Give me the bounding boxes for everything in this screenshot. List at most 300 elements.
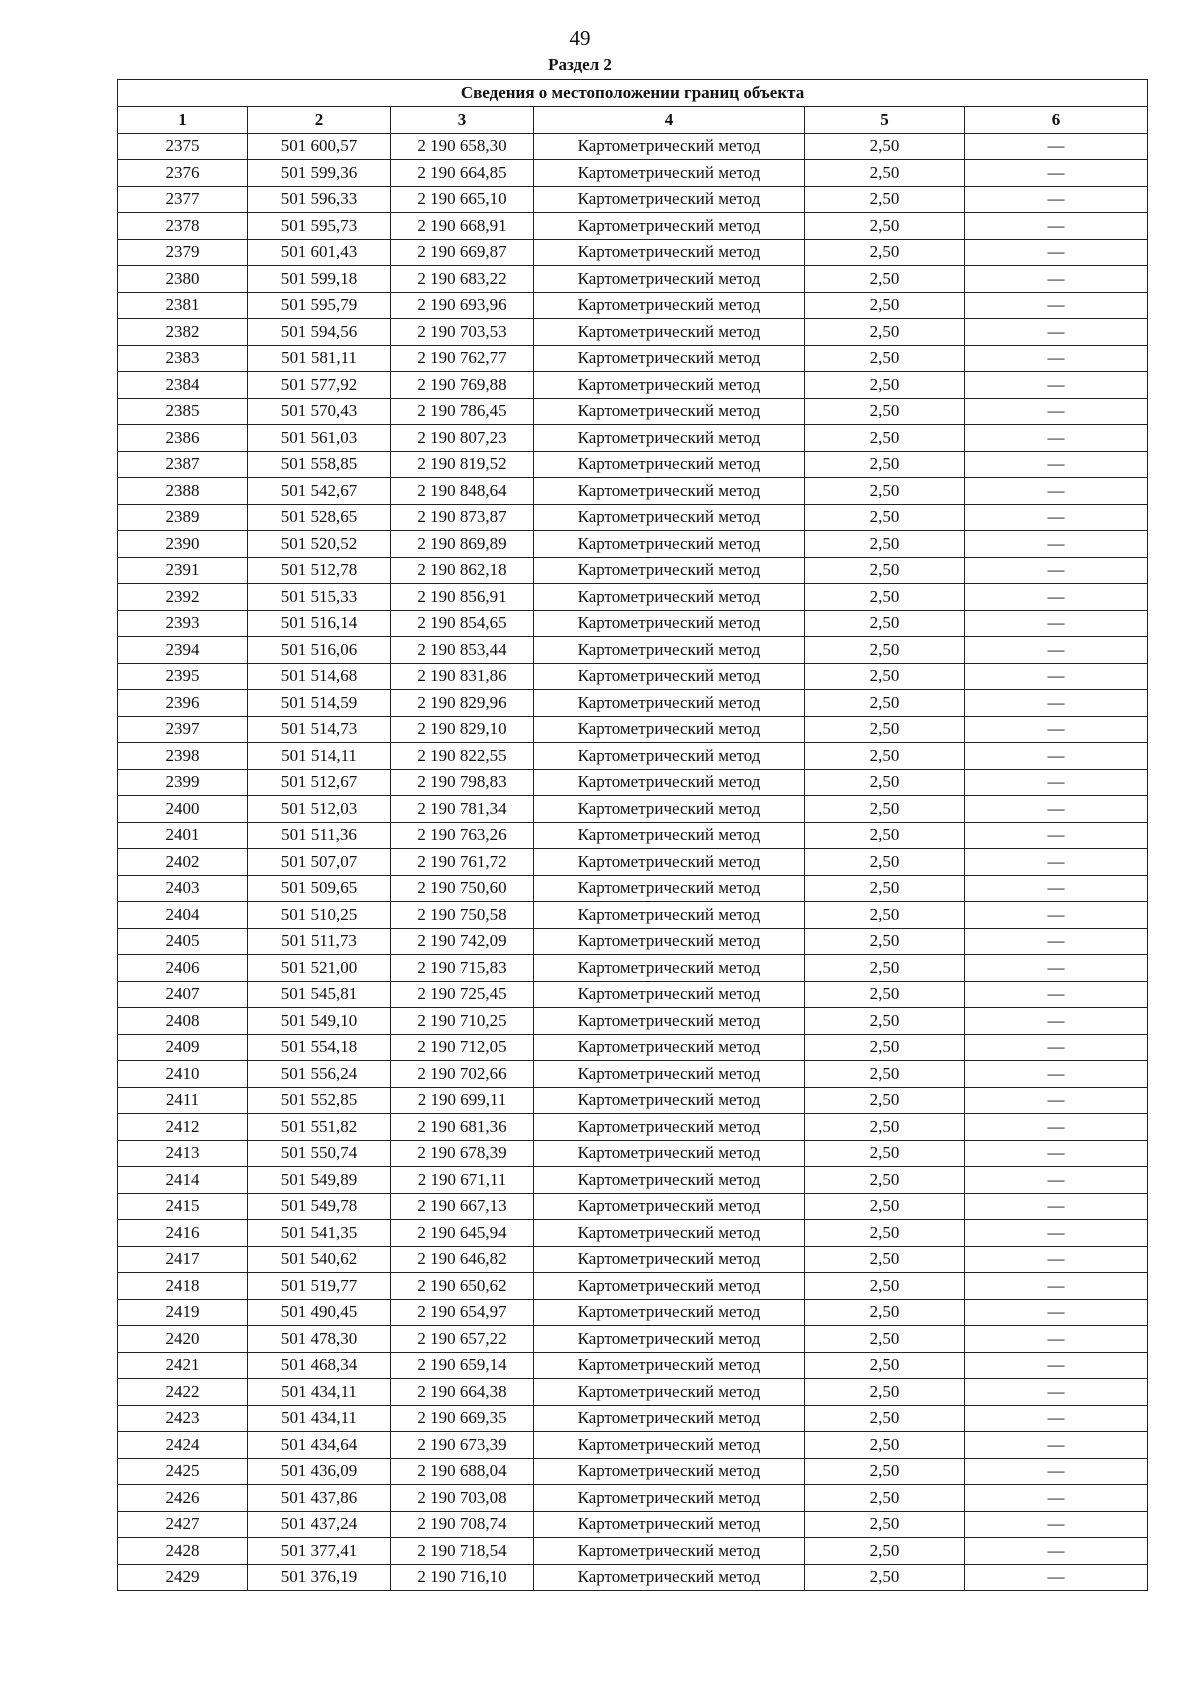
table-row <box>118 1564 1148 1591</box>
cell-x-coordinate: 501 437,24 <box>248 1511 391 1538</box>
cell-x-coordinate: 501 549,89 <box>248 1167 391 1194</box>
cell-method: Картометрический метод <box>534 345 805 372</box>
cell-accuracy: 2,50 <box>805 1511 965 1538</box>
cell-method: Картометрический метод <box>534 372 805 399</box>
table-row <box>118 875 1148 902</box>
table-row <box>118 398 1148 425</box>
cell-point-number: 2398 <box>118 743 248 770</box>
cell-y-coordinate: 2 190 761,72 <box>391 849 534 876</box>
cell-method: Картометрический метод <box>534 1379 805 1406</box>
cell-accuracy: 2,50 <box>805 266 965 293</box>
table-row <box>118 610 1148 637</box>
cell-accuracy: 2,50 <box>805 1564 965 1591</box>
cell-x-coordinate: 501 521,00 <box>248 955 391 982</box>
cell-point-number: 2394 <box>118 637 248 664</box>
cell-x-coordinate: 501 599,36 <box>248 160 391 187</box>
table-row <box>118 1299 1148 1326</box>
cell-note: — <box>965 531 1148 558</box>
cell-method: Картометрический метод <box>534 1326 805 1353</box>
cell-point-number: 2383 <box>118 345 248 372</box>
cell-note: — <box>965 1193 1148 1220</box>
cell-note: — <box>965 1008 1148 1035</box>
cell-point-number: 2419 <box>118 1299 248 1326</box>
cell-method: Картометрический метод <box>534 504 805 531</box>
cell-point-number: 2404 <box>118 902 248 929</box>
cell-method: Картометрический метод <box>534 796 805 823</box>
cell-note: — <box>965 1405 1148 1432</box>
cell-y-coordinate: 2 190 659,14 <box>391 1352 534 1379</box>
cell-note: — <box>965 478 1148 505</box>
cell-method: Картометрический метод <box>534 1167 805 1194</box>
cell-x-coordinate: 501 549,10 <box>248 1008 391 1035</box>
cell-accuracy: 2,50 <box>805 610 965 637</box>
table-row <box>118 451 1148 478</box>
table-row <box>118 1087 1148 1114</box>
cell-x-coordinate: 501 570,43 <box>248 398 391 425</box>
cell-x-coordinate: 501 509,65 <box>248 875 391 902</box>
cell-note: — <box>965 981 1148 1008</box>
column-header: 1 <box>118 107 248 134</box>
cell-note: — <box>965 1458 1148 1485</box>
cell-x-coordinate: 501 434,11 <box>248 1379 391 1406</box>
cell-y-coordinate: 2 190 693,96 <box>391 292 534 319</box>
cell-y-coordinate: 2 190 657,22 <box>391 1326 534 1353</box>
table-row <box>118 1379 1148 1406</box>
cell-accuracy: 2,50 <box>805 1432 965 1459</box>
cell-note: — <box>965 849 1148 876</box>
table-row <box>118 425 1148 452</box>
cell-accuracy: 2,50 <box>805 1246 965 1273</box>
cell-point-number: 2414 <box>118 1167 248 1194</box>
cell-y-coordinate: 2 190 664,85 <box>391 160 534 187</box>
cell-point-number: 2378 <box>118 213 248 240</box>
cell-method: Картометрический метод <box>534 1087 805 1114</box>
table-row <box>118 1167 1148 1194</box>
cell-x-coordinate: 501 434,11 <box>248 1405 391 1432</box>
cell-accuracy: 2,50 <box>805 796 965 823</box>
cell-accuracy: 2,50 <box>805 981 965 1008</box>
table-row <box>118 186 1148 213</box>
cell-accuracy: 2,50 <box>805 1299 965 1326</box>
cell-point-number: 2420 <box>118 1326 248 1353</box>
cell-x-coordinate: 501 434,64 <box>248 1432 391 1459</box>
cell-accuracy: 2,50 <box>805 928 965 955</box>
cell-x-coordinate: 501 507,07 <box>248 849 391 876</box>
cell-method: Картометрический метод <box>534 1485 805 1512</box>
cell-method: Картометрический метод <box>534 478 805 505</box>
cell-y-coordinate: 2 190 854,65 <box>391 610 534 637</box>
cell-point-number: 2421 <box>118 1352 248 1379</box>
cell-point-number: 2395 <box>118 663 248 690</box>
table-row <box>118 822 1148 849</box>
cell-note: — <box>965 663 1148 690</box>
cell-method: Картометрический метод <box>534 266 805 293</box>
cell-method: Картометрический метод <box>534 610 805 637</box>
cell-x-coordinate: 501 549,78 <box>248 1193 391 1220</box>
cell-method: Картометрический метод <box>534 1008 805 1035</box>
cell-x-coordinate: 501 600,57 <box>248 133 391 160</box>
cell-y-coordinate: 2 190 862,18 <box>391 557 534 584</box>
table-row <box>118 557 1148 584</box>
cell-accuracy: 2,50 <box>805 319 965 346</box>
cell-method: Картометрический метод <box>534 1114 805 1141</box>
cell-method: Картометрический метод <box>534 292 805 319</box>
cell-y-coordinate: 2 190 831,86 <box>391 663 534 690</box>
table-row <box>118 1326 1148 1353</box>
cell-method: Картометрический метод <box>534 716 805 743</box>
cell-point-number: 2426 <box>118 1485 248 1512</box>
table-row <box>118 1193 1148 1220</box>
cell-y-coordinate: 2 190 781,34 <box>391 796 534 823</box>
cell-note: — <box>965 1167 1148 1194</box>
cell-point-number: 2427 <box>118 1511 248 1538</box>
table-row <box>118 902 1148 929</box>
table-row <box>118 1246 1148 1273</box>
cell-x-coordinate: 501 510,25 <box>248 902 391 929</box>
cell-method: Картометрический метод <box>534 663 805 690</box>
cell-note: — <box>965 1140 1148 1167</box>
cell-method: Картометрический метод <box>534 531 805 558</box>
cell-point-number: 2412 <box>118 1114 248 1141</box>
cell-note: — <box>965 557 1148 584</box>
cell-point-number: 2389 <box>118 504 248 531</box>
cell-method: Картометрический метод <box>534 981 805 1008</box>
table-row <box>118 1061 1148 1088</box>
cell-x-coordinate: 501 514,59 <box>248 690 391 717</box>
cell-point-number: 2416 <box>118 1220 248 1247</box>
cell-method: Картометрический метод <box>534 451 805 478</box>
cell-accuracy: 2,50 <box>805 716 965 743</box>
cell-accuracy: 2,50 <box>805 849 965 876</box>
cell-note: — <box>965 1220 1148 1247</box>
cell-accuracy: 2,50 <box>805 1379 965 1406</box>
cell-note: — <box>965 1061 1148 1088</box>
cell-point-number: 2429 <box>118 1564 248 1591</box>
cell-point-number: 2406 <box>118 955 248 982</box>
column-header: 6 <box>965 107 1148 134</box>
cell-accuracy: 2,50 <box>805 451 965 478</box>
table-row <box>118 743 1148 770</box>
cell-y-coordinate: 2 190 658,30 <box>391 133 534 160</box>
cell-y-coordinate: 2 190 673,39 <box>391 1432 534 1459</box>
cell-x-coordinate: 501 516,14 <box>248 610 391 637</box>
cell-y-coordinate: 2 190 869,89 <box>391 531 534 558</box>
cell-method: Картометрический метод <box>534 849 805 876</box>
cell-accuracy: 2,50 <box>805 1061 965 1088</box>
cell-point-number: 2401 <box>118 822 248 849</box>
cell-note: — <box>965 1087 1148 1114</box>
table-row <box>118 1352 1148 1379</box>
cell-point-number: 2386 <box>118 425 248 452</box>
cell-x-coordinate: 501 520,52 <box>248 531 391 558</box>
cell-x-coordinate: 501 515,33 <box>248 584 391 611</box>
cell-note: — <box>965 504 1148 531</box>
cell-point-number: 2423 <box>118 1405 248 1432</box>
cell-point-number: 2392 <box>118 584 248 611</box>
cell-x-coordinate: 501 545,81 <box>248 981 391 1008</box>
cell-accuracy: 2,50 <box>805 822 965 849</box>
cell-accuracy: 2,50 <box>805 663 965 690</box>
cell-method: Картометрический метод <box>534 875 805 902</box>
cell-note: — <box>965 1246 1148 1273</box>
cell-note: — <box>965 292 1148 319</box>
cell-y-coordinate: 2 190 819,52 <box>391 451 534 478</box>
cell-y-coordinate: 2 190 786,45 <box>391 398 534 425</box>
cell-accuracy: 2,50 <box>805 372 965 399</box>
table-row <box>118 1140 1148 1167</box>
cell-accuracy: 2,50 <box>805 1538 965 1565</box>
cell-method: Картометрический метод <box>534 584 805 611</box>
cell-note: — <box>965 928 1148 955</box>
cell-accuracy: 2,50 <box>805 531 965 558</box>
cell-accuracy: 2,50 <box>805 1485 965 1512</box>
cell-x-coordinate: 501 519,77 <box>248 1273 391 1300</box>
table-row <box>118 1538 1148 1565</box>
cell-accuracy: 2,50 <box>805 504 965 531</box>
cell-accuracy: 2,50 <box>805 1087 965 1114</box>
cell-note: — <box>965 133 1148 160</box>
cell-note: — <box>965 796 1148 823</box>
cell-accuracy: 2,50 <box>805 133 965 160</box>
cell-note: — <box>965 822 1148 849</box>
cell-note: — <box>965 1511 1148 1538</box>
cell-point-number: 2400 <box>118 796 248 823</box>
cell-x-coordinate: 501 595,73 <box>248 213 391 240</box>
column-header: 5 <box>805 107 965 134</box>
cell-method: Картометрический метод <box>534 133 805 160</box>
cell-point-number: 2381 <box>118 292 248 319</box>
cell-point-number: 2391 <box>118 557 248 584</box>
table-row <box>118 849 1148 876</box>
cell-method: Картометрический метод <box>534 1511 805 1538</box>
cell-method: Картометрический метод <box>534 186 805 213</box>
cell-method: Картометрический метод <box>534 213 805 240</box>
cell-accuracy: 2,50 <box>805 345 965 372</box>
cell-x-coordinate: 501 511,36 <box>248 822 391 849</box>
cell-note: — <box>965 584 1148 611</box>
cell-method: Картометрический метод <box>534 239 805 266</box>
table-row <box>118 1008 1148 1035</box>
cell-y-coordinate: 2 190 645,94 <box>391 1220 534 1247</box>
cell-point-number: 2418 <box>118 1273 248 1300</box>
cell-method: Картометрический метод <box>534 557 805 584</box>
cell-note: — <box>965 1379 1148 1406</box>
cell-accuracy: 2,50 <box>805 1458 965 1485</box>
cell-accuracy: 2,50 <box>805 875 965 902</box>
cell-accuracy: 2,50 <box>805 955 965 982</box>
cell-x-coordinate: 501 550,74 <box>248 1140 391 1167</box>
cell-point-number: 2428 <box>118 1538 248 1565</box>
cell-x-coordinate: 501 556,24 <box>248 1061 391 1088</box>
cell-accuracy: 2,50 <box>805 1008 965 1035</box>
cell-method: Картометрический метод <box>534 743 805 770</box>
cell-y-coordinate: 2 190 798,83 <box>391 769 534 796</box>
cell-y-coordinate: 2 190 718,54 <box>391 1538 534 1565</box>
cell-point-number: 2380 <box>118 266 248 293</box>
table-row <box>118 478 1148 505</box>
cell-note: — <box>965 1432 1148 1459</box>
cell-note: — <box>965 160 1148 187</box>
cell-y-coordinate: 2 190 712,05 <box>391 1034 534 1061</box>
cell-method: Картометрический метод <box>534 1458 805 1485</box>
cell-note: — <box>965 902 1148 929</box>
cell-accuracy: 2,50 <box>805 1352 965 1379</box>
cell-note: — <box>965 345 1148 372</box>
cell-x-coordinate: 501 511,73 <box>248 928 391 955</box>
cell-note: — <box>965 425 1148 452</box>
cell-point-number: 2417 <box>118 1246 248 1273</box>
table-row <box>118 584 1148 611</box>
cell-y-coordinate: 2 190 853,44 <box>391 637 534 664</box>
cell-x-coordinate: 501 552,85 <box>248 1087 391 1114</box>
cell-point-number: 2379 <box>118 239 248 266</box>
cell-x-coordinate: 501 512,78 <box>248 557 391 584</box>
table-row <box>118 1034 1148 1061</box>
cell-x-coordinate: 501 376,19 <box>248 1564 391 1591</box>
cell-y-coordinate: 2 190 699,11 <box>391 1087 534 1114</box>
cell-note: — <box>965 875 1148 902</box>
cell-accuracy: 2,50 <box>805 1405 965 1432</box>
cell-method: Картометрический метод <box>534 1299 805 1326</box>
cell-method: Картометрический метод <box>534 822 805 849</box>
cell-y-coordinate: 2 190 715,83 <box>391 955 534 982</box>
cell-x-coordinate: 501 595,79 <box>248 292 391 319</box>
cell-x-coordinate: 501 528,65 <box>248 504 391 531</box>
cell-note: — <box>965 637 1148 664</box>
cell-x-coordinate: 501 577,92 <box>248 372 391 399</box>
cell-method: Картометрический метод <box>534 1061 805 1088</box>
cell-accuracy: 2,50 <box>805 584 965 611</box>
table-row <box>118 319 1148 346</box>
cell-y-coordinate: 2 190 725,45 <box>391 981 534 1008</box>
cell-y-coordinate: 2 190 703,53 <box>391 319 534 346</box>
cell-point-number: 2393 <box>118 610 248 637</box>
table-row <box>118 266 1148 293</box>
table-row <box>118 1485 1148 1512</box>
cell-accuracy: 2,50 <box>805 292 965 319</box>
cell-accuracy: 2,50 <box>805 1034 965 1061</box>
cell-accuracy: 2,50 <box>805 690 965 717</box>
cell-note: — <box>965 1114 1148 1141</box>
cell-y-coordinate: 2 190 716,10 <box>391 1564 534 1591</box>
table-row <box>118 663 1148 690</box>
column-header: 3 <box>391 107 534 134</box>
table-caption: Сведения о местоположении границ объекта <box>118 80 1148 107</box>
cell-x-coordinate: 501 601,43 <box>248 239 391 266</box>
cell-note: — <box>965 319 1148 346</box>
cell-accuracy: 2,50 <box>805 1193 965 1220</box>
cell-x-coordinate: 501 436,09 <box>248 1458 391 1485</box>
cell-point-number: 2397 <box>118 716 248 743</box>
table-body <box>118 133 1148 1591</box>
cell-x-coordinate: 501 596,33 <box>248 186 391 213</box>
cell-method: Картометрический метод <box>534 902 805 929</box>
table-row <box>118 133 1148 160</box>
table-row <box>118 981 1148 1008</box>
cell-y-coordinate: 2 190 750,60 <box>391 875 534 902</box>
cell-note: — <box>965 690 1148 717</box>
cell-accuracy: 2,50 <box>805 1140 965 1167</box>
cell-accuracy: 2,50 <box>805 398 965 425</box>
table-row <box>118 1114 1148 1141</box>
cell-accuracy: 2,50 <box>805 425 965 452</box>
cell-accuracy: 2,50 <box>805 769 965 796</box>
cell-note: — <box>965 372 1148 399</box>
cell-x-coordinate: 501 377,41 <box>248 1538 391 1565</box>
table-row <box>118 372 1148 399</box>
cell-point-number: 2375 <box>118 133 248 160</box>
cell-note: — <box>965 769 1148 796</box>
table-row <box>118 1511 1148 1538</box>
cell-accuracy: 2,50 <box>805 557 965 584</box>
cell-point-number: 2403 <box>118 875 248 902</box>
cell-note: — <box>965 1273 1148 1300</box>
table-row <box>118 292 1148 319</box>
cell-method: Картометрический метод <box>534 1352 805 1379</box>
cell-y-coordinate: 2 190 671,11 <box>391 1167 534 1194</box>
table-row <box>118 504 1148 531</box>
cell-point-number: 2424 <box>118 1432 248 1459</box>
cell-point-number: 2422 <box>118 1379 248 1406</box>
cell-note: — <box>965 1485 1148 1512</box>
cell-y-coordinate: 2 190 681,36 <box>391 1114 534 1141</box>
table-row <box>118 796 1148 823</box>
cell-accuracy: 2,50 <box>805 213 965 240</box>
cell-y-coordinate: 2 190 669,87 <box>391 239 534 266</box>
cell-method: Картометрический метод <box>534 637 805 664</box>
table-row <box>118 1220 1148 1247</box>
boundary-table <box>117 79 1148 1591</box>
cell-method: Картометрический метод <box>534 1140 805 1167</box>
cell-method: Картометрический метод <box>534 398 805 425</box>
cell-x-coordinate: 501 437,86 <box>248 1485 391 1512</box>
cell-point-number: 2425 <box>118 1458 248 1485</box>
cell-method: Картометрический метод <box>534 1564 805 1591</box>
section-title: Раздел 2 <box>548 55 612 74</box>
cell-method: Картометрический метод <box>534 1405 805 1432</box>
column-header: 4 <box>534 107 805 134</box>
table-row <box>118 213 1148 240</box>
cell-x-coordinate: 501 514,11 <box>248 743 391 770</box>
cell-note: — <box>965 1538 1148 1565</box>
cell-point-number: 2382 <box>118 319 248 346</box>
cell-note: — <box>965 955 1148 982</box>
cell-point-number: 2410 <box>118 1061 248 1088</box>
cell-accuracy: 2,50 <box>805 160 965 187</box>
cell-y-coordinate: 2 190 763,26 <box>391 822 534 849</box>
cell-point-number: 2390 <box>118 531 248 558</box>
cell-x-coordinate: 501 594,56 <box>248 319 391 346</box>
cell-note: — <box>965 239 1148 266</box>
cell-x-coordinate: 501 514,73 <box>248 716 391 743</box>
cell-note: — <box>965 743 1148 770</box>
cell-point-number: 2387 <box>118 451 248 478</box>
cell-accuracy: 2,50 <box>805 1167 965 1194</box>
table-row <box>118 690 1148 717</box>
cell-accuracy: 2,50 <box>805 902 965 929</box>
cell-note: — <box>965 1034 1148 1061</box>
cell-accuracy: 2,50 <box>805 1220 965 1247</box>
cell-point-number: 2376 <box>118 160 248 187</box>
cell-y-coordinate: 2 190 710,25 <box>391 1008 534 1035</box>
cell-point-number: 2402 <box>118 849 248 876</box>
cell-y-coordinate: 2 190 750,58 <box>391 902 534 929</box>
cell-y-coordinate: 2 190 703,08 <box>391 1485 534 1512</box>
cell-point-number: 2396 <box>118 690 248 717</box>
cell-note: — <box>965 266 1148 293</box>
cell-y-coordinate: 2 190 742,09 <box>391 928 534 955</box>
cell-note: — <box>965 1564 1148 1591</box>
